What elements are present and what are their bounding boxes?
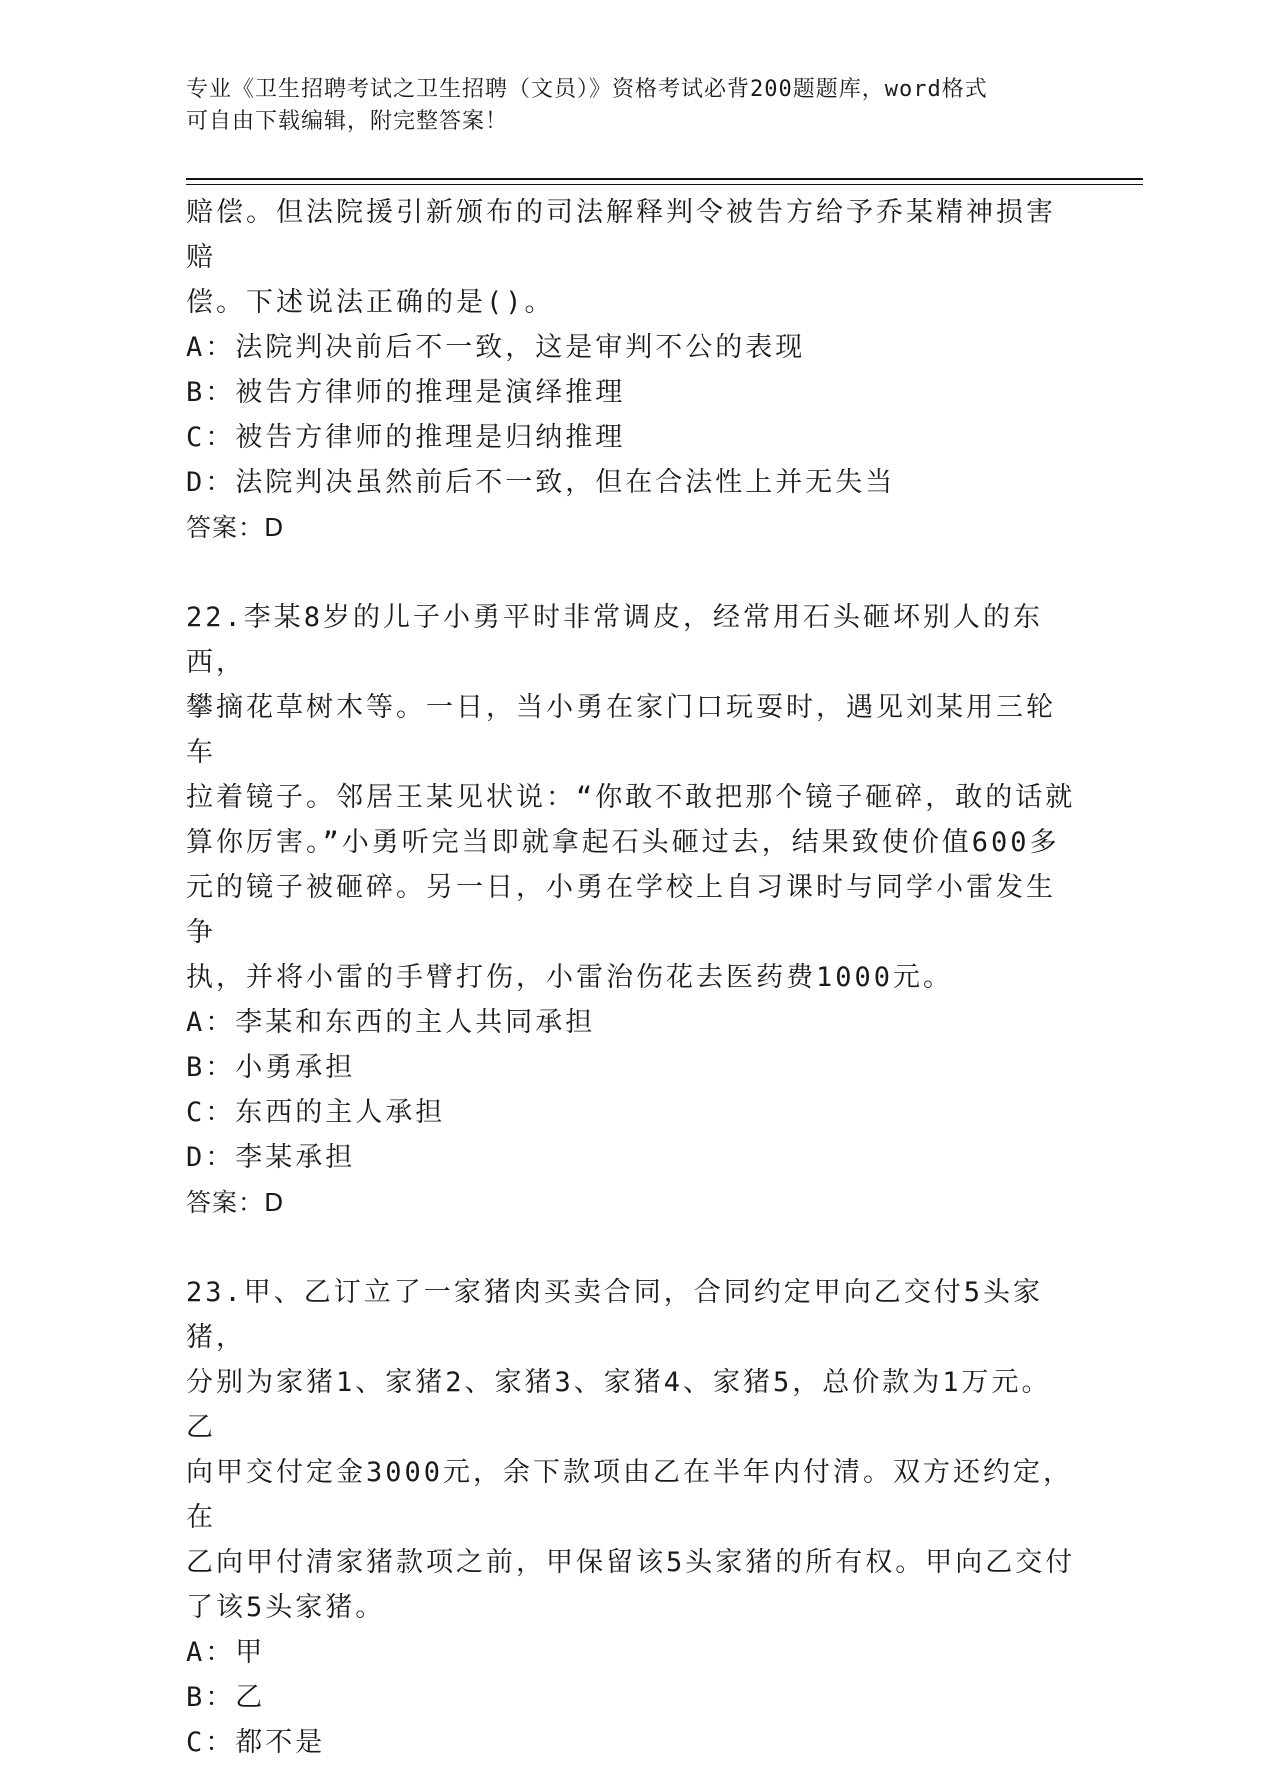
option-c: C：都不是 bbox=[186, 1727, 326, 1758]
option-b: B：乙 bbox=[186, 1682, 266, 1713]
spacer bbox=[186, 550, 1076, 595]
option-a: A：甲 bbox=[186, 1637, 266, 1668]
question-text-line: 元的镜子被砸碎。另一日，小勇在学校上自习课时与同学小雷发生争 bbox=[186, 872, 1056, 948]
option-d: D：李某承担 bbox=[186, 1142, 356, 1173]
option-c: C：东西的主人承担 bbox=[186, 1097, 446, 1128]
header-rule-thin bbox=[186, 184, 1143, 185]
spacer bbox=[186, 1225, 1076, 1270]
header-line-1: 专业《卫生招聘考试之卫生招聘（文员）》资格考试必背200题题库，word格式 bbox=[186, 77, 988, 102]
question-23 bbox=[186, 1270, 1076, 1765]
question-text-line: 算你厉害。”小勇听完当即就拿起石头砸过去，结果致使价值600多 bbox=[186, 827, 1060, 858]
option-d: D：法院判决虽然前后不一致，但在合法性上并无失当 bbox=[186, 467, 896, 498]
header-line-2: 可自由下载编辑，附完整答案！ bbox=[186, 109, 509, 134]
question-text-line: 乙向甲付清家猪款项之前，甲保留该5头家猪的所有权。甲向乙交付 bbox=[186, 1547, 1076, 1578]
question-text-line: 拉着镜子。邻居王某见状说：“你敢不敢把那个镜子砸碎，敢的话就 bbox=[186, 782, 1076, 813]
question-22 bbox=[186, 595, 1076, 1225]
question-text-line: 向甲交付定金3000元，余下款项由乙在半年内付清。双方还约定，在 bbox=[186, 1457, 1074, 1533]
answer-label: 答案：D bbox=[186, 1188, 285, 1217]
question-text-line: 分别为家猪1、家猪2、家猪3、家猪4、家猪5，总价款为1万元。乙 bbox=[186, 1367, 1052, 1443]
option-b: B：被告方律师的推理是演绎推理 bbox=[186, 377, 626, 408]
option-b: B：小勇承担 bbox=[186, 1052, 356, 1083]
option-a: A：李某和东西的主人共同承担 bbox=[186, 1007, 596, 1038]
question-text-line: 了该5头家猪。 bbox=[186, 1592, 386, 1623]
header-rule-thick bbox=[186, 178, 1143, 180]
question-21 bbox=[186, 190, 1076, 550]
option-c: C：被告方律师的推理是归纳推理 bbox=[186, 422, 626, 453]
question-text-line: 偿。下述说法正确的是()。 bbox=[186, 287, 555, 318]
document-body bbox=[186, 190, 1076, 1765]
question-text-line: 赔偿。但法院援引新颁布的司法解释判令被告方给予乔某精神损害赔 bbox=[186, 197, 1056, 273]
question-text-line: 22.李某8岁的儿子小勇平时非常调皮，经常用石头砸坏别人的东西， bbox=[186, 602, 1044, 678]
question-text-line: 23.甲、乙订立了一家猪肉买卖合同，合同约定甲向乙交付5头家猪， bbox=[186, 1277, 1044, 1353]
question-text-line: 执，并将小雷的手臂打伤，小雷治伤花去医药费1000元。 bbox=[186, 962, 954, 993]
option-a: A：法院判决前后不一致，这是审判不公的表现 bbox=[186, 332, 806, 363]
question-text-line: 攀摘花草树木等。一日，当小勇在家门口玩耍时，遇见刘某用三轮车 bbox=[186, 692, 1056, 768]
answer-label: 答案：D bbox=[186, 513, 285, 542]
document-header bbox=[186, 74, 1086, 138]
